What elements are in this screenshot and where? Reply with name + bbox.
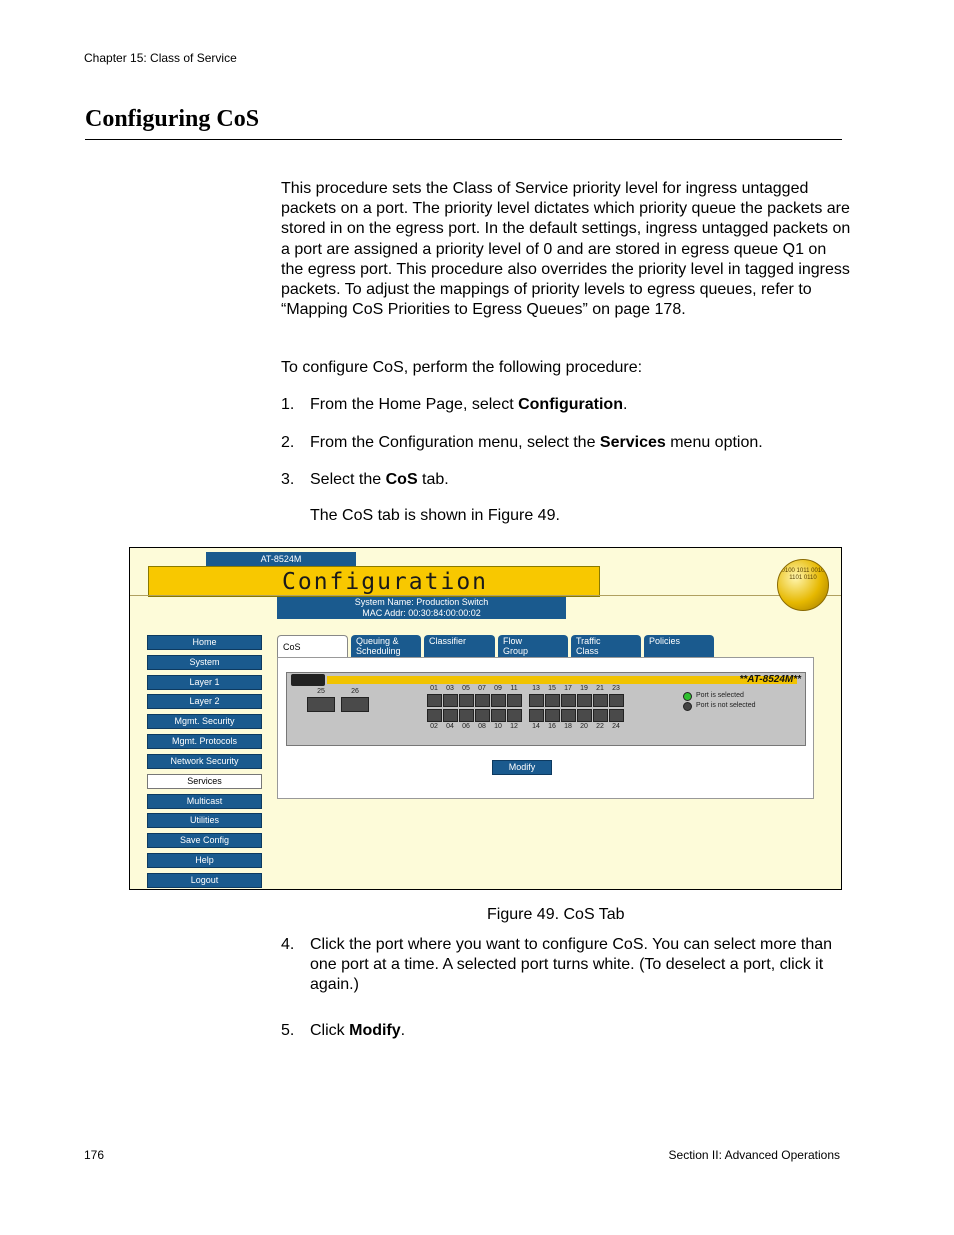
port-19[interactable] [577, 694, 592, 707]
step-number: 2. [281, 434, 295, 451]
port-label: 19 [580, 685, 588, 692]
port-04[interactable] [443, 709, 458, 722]
banner-title: Configuration [282, 569, 489, 595]
step-text: From the Configuration menu, select the Services menu option. [310, 434, 763, 451]
device-model: **AT-8524M** [739, 674, 801, 685]
nav-layer-2[interactable]: Layer 2 [147, 694, 262, 709]
figure-reference-note: The CoS tab is shown in Figure 49. [310, 507, 560, 524]
modify-button[interactable]: Modify [492, 760, 552, 775]
procedure-intro: To configure CoS, perform the following procedure: [281, 359, 643, 376]
port-07[interactable] [475, 694, 490, 707]
nav-mgmt-protocols[interactable]: Mgmt. Protocols [147, 734, 262, 749]
globe-logo-icon: 0100 1011 0010 1101 0110 [777, 559, 829, 611]
port-label: 10 [494, 723, 502, 730]
port-11[interactable] [507, 694, 522, 707]
uplink-port-26[interactable] [341, 697, 369, 712]
system-name: System Name: Production Switch [354, 597, 489, 607]
port-05[interactable] [459, 694, 474, 707]
port-21[interactable] [593, 694, 608, 707]
nav-logout[interactable]: Logout [147, 873, 262, 888]
port-label: 20 [580, 723, 588, 730]
port-label: 08 [478, 723, 486, 730]
banner-divider [130, 595, 841, 596]
port-label: 12 [510, 723, 518, 730]
tab-traffic-class[interactable]: Traffic Class [571, 635, 641, 657]
port-20[interactable] [577, 709, 592, 722]
nav-home[interactable]: Home [147, 635, 262, 650]
port-18[interactable] [561, 709, 576, 722]
port-14[interactable] [529, 709, 544, 722]
port-label: 03 [446, 685, 454, 692]
nav-system[interactable]: System [147, 655, 262, 670]
uplink-port-25[interactable] [307, 697, 335, 712]
step-number: 3. [281, 471, 295, 488]
port-label: 02 [430, 723, 438, 730]
port-label: 16 [548, 723, 556, 730]
figure-caption: Figure 49. CoS Tab [487, 906, 625, 923]
port-label: 01 [430, 685, 438, 692]
tab-flow-group[interactable]: Flow Group [498, 635, 568, 657]
selected-port-legend-icon [683, 692, 692, 701]
port-label: 24 [612, 723, 620, 730]
port-23[interactable] [609, 694, 624, 707]
nav-layer-1[interactable]: Layer 1 [147, 675, 262, 690]
not-selected-port-legend-icon [683, 702, 692, 711]
tab-policies[interactable]: Policies [644, 635, 714, 657]
port-02[interactable] [427, 709, 442, 722]
port-label: 18 [564, 723, 572, 730]
tab-queuing-scheduling[interactable]: Queuing & Scheduling [351, 635, 421, 657]
step-text: Click Modify. [310, 1022, 406, 1039]
nav-save-config[interactable]: Save Config [147, 833, 262, 848]
switch-faceplate [286, 672, 806, 746]
port-label: 05 [462, 685, 470, 692]
port-13[interactable] [529, 694, 544, 707]
port-label: 23 [612, 685, 620, 692]
step-number: 1. [281, 396, 295, 413]
title-rule [85, 139, 842, 140]
port-10[interactable] [491, 709, 506, 722]
cos-panel [277, 657, 814, 799]
port-17[interactable] [561, 694, 576, 707]
nav-help[interactable]: Help [147, 853, 262, 868]
port-09[interactable] [491, 694, 506, 707]
port-03[interactable] [443, 694, 458, 707]
step-text: Click the port where you want to configure CoS. You can select more than one port at a time. A selected port turns white. (To deselect a port, click it again.) [310, 936, 833, 994]
port-label: 25 [317, 688, 325, 695]
port-label: 07 [478, 685, 486, 692]
step-number: 5. [281, 1022, 295, 1039]
nav-network-security[interactable]: Network Security [147, 754, 262, 769]
port-22[interactable] [593, 709, 608, 722]
nav-utilities[interactable]: Utilities [147, 813, 262, 828]
running-head: Chapter 15: Class of Service [84, 51, 237, 65]
faceplate-stripe [327, 676, 797, 684]
step-text: Select the CoS tab. [310, 471, 449, 488]
legend-not-selected-label: Port is not selected [696, 702, 756, 709]
port-01[interactable] [427, 694, 442, 707]
port-label: 09 [494, 685, 502, 692]
system-info-box [277, 597, 566, 619]
cos-tab-figure [129, 547, 842, 890]
step-number: 4. [281, 936, 295, 953]
port-08[interactable] [475, 709, 490, 722]
port-label: 11 [510, 685, 518, 692]
section-footer: Section II: Advanced Operations [668, 1148, 840, 1162]
port-label: 15 [548, 685, 556, 692]
port-label: 13 [532, 685, 540, 692]
nav-mgmt-security[interactable]: Mgmt. Security [147, 714, 262, 729]
nav-multicast[interactable]: Multicast [147, 794, 262, 809]
step-text: From the Home Page, select Configuration. [310, 396, 628, 413]
configuration-banner [148, 566, 600, 597]
port-label: 04 [446, 723, 454, 730]
nav-services[interactable]: Services [147, 774, 262, 789]
port-label: 26 [351, 688, 359, 695]
tab-classifier[interactable]: Classifier [424, 635, 495, 657]
legend-selected-label: Port is selected [696, 692, 744, 699]
port-label: 17 [564, 685, 572, 692]
port-label: 14 [532, 723, 540, 730]
port-24[interactable] [609, 709, 624, 722]
vendor-logo-icon [291, 674, 325, 686]
port-label: 21 [596, 685, 604, 692]
port-15[interactable] [545, 694, 560, 707]
tab-cos[interactable]: CoS [277, 635, 348, 658]
port-16[interactable] [545, 709, 560, 722]
mac-address: MAC Addr: 00:30:84:00:00:02 [362, 608, 481, 618]
port-06[interactable] [459, 709, 474, 722]
section-title: Configuring CoS [85, 106, 260, 132]
port-label: 06 [462, 723, 470, 730]
port-12[interactable] [507, 709, 522, 722]
model-bar: AT-8524M [206, 552, 356, 566]
intro-paragraph: This procedure sets the Class of Service priority level for ingress untagged packets on a port. The priority level dictates which priority queue the packets are stored in on the egress port. In the default settings, ingress untagged packets on a port are assigned a priority level of 0 and are stored in egress queue Q1 on the egress port. This procedure also overrides the priority level in tagged ingress packets. To adjust the mappings of priority levels to egress queues, refer to “Mapping CoS Priorities to Egress Queues” on page 178. [281, 180, 851, 319]
port-label: 22 [596, 723, 604, 730]
page-number: 176 [84, 1148, 105, 1162]
